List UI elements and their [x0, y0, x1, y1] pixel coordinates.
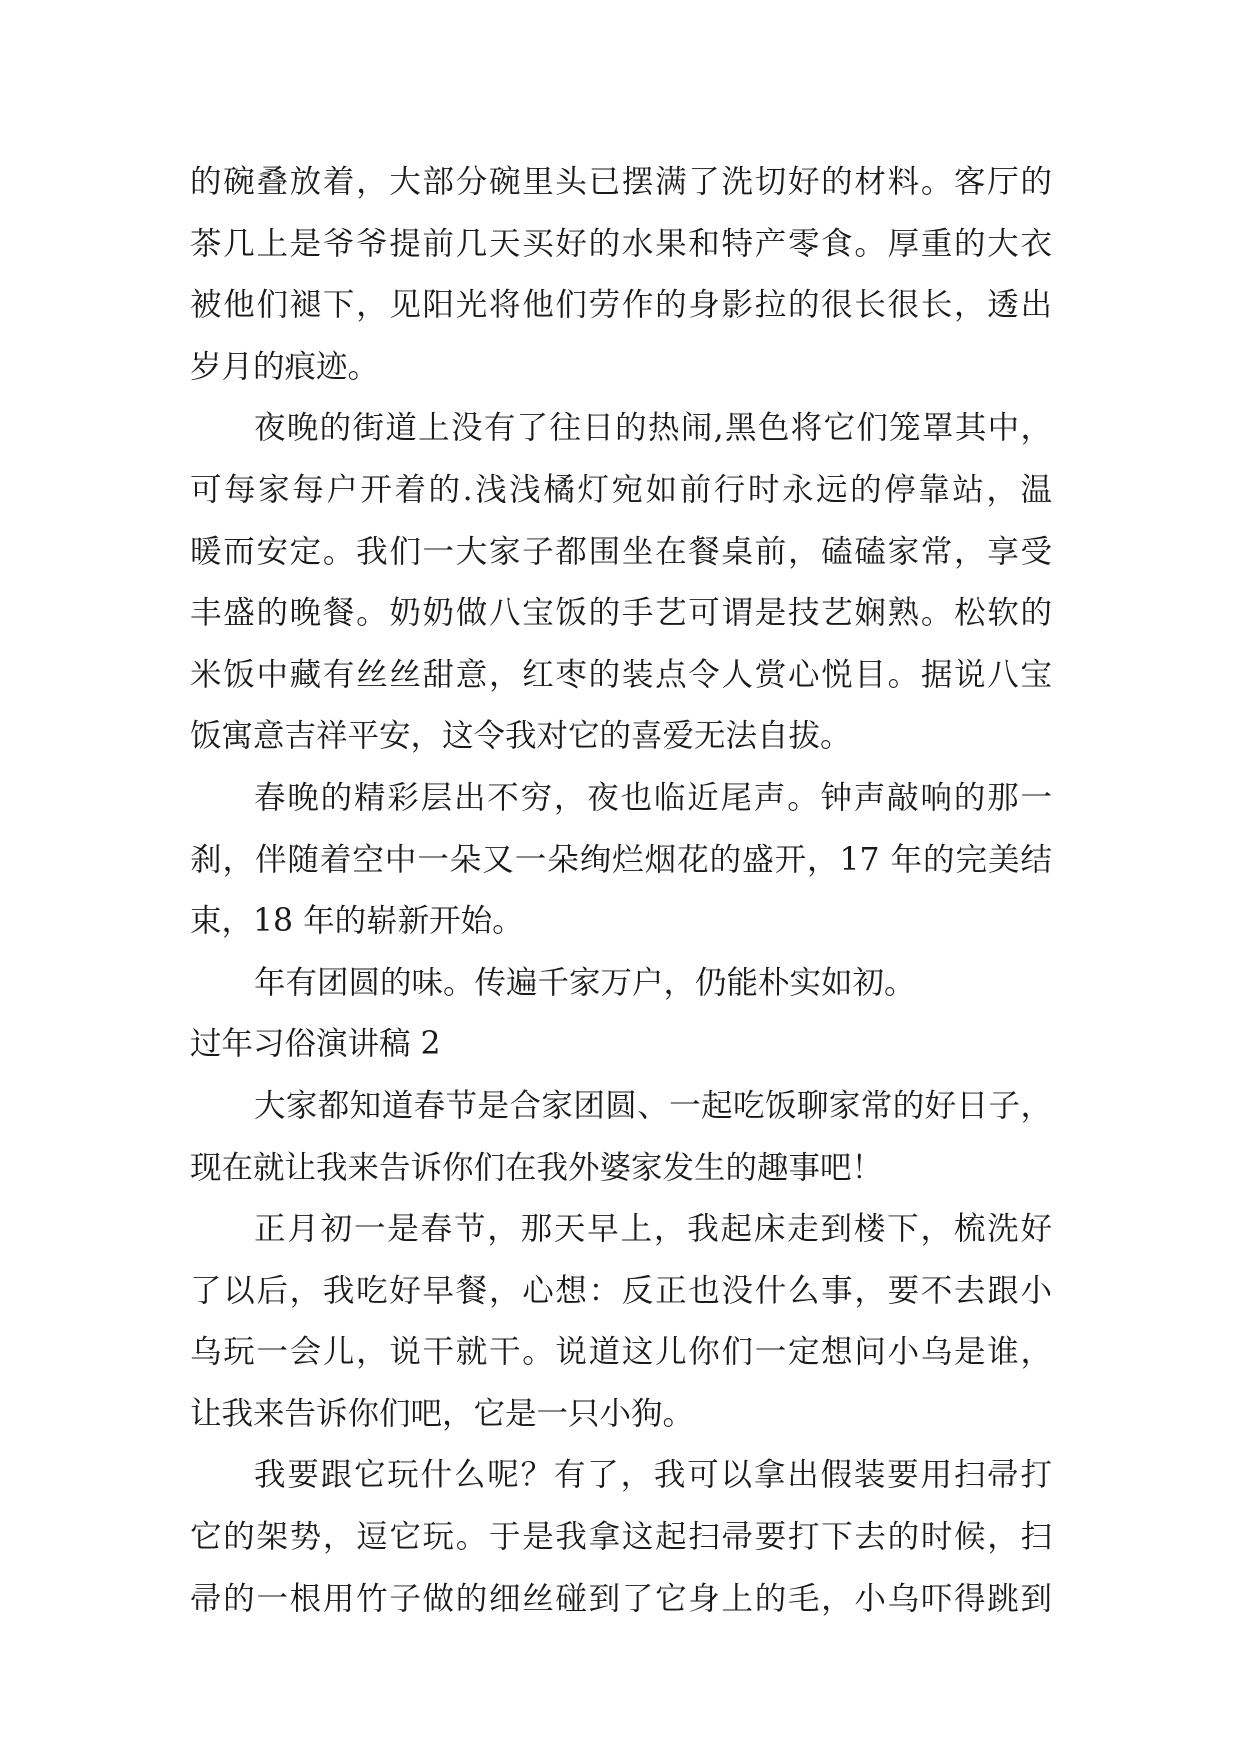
text-line: 米饭中藏有丝丝甜意，红枣的装点令人赏心悦目。据说八宝 — [190, 656, 1052, 693]
text-line: 春晚的精彩层出不穷，夜也临近尾声。钟声敲响的那一 — [254, 779, 1052, 816]
text-line: 我要跟它玩什么呢？有了，我可以拿出假装要用扫帚打 — [254, 1457, 1052, 1494]
text-line: 了以后，我吃好早餐，心想：反正也没什么事，要不去跟小 — [190, 1272, 1052, 1309]
text-line: 茶几上是爷爷提前几天买好的水果和特产零食。厚重的大衣 — [190, 225, 1052, 262]
text-line: 年有团圆的味。传遍千家万户，仍能朴实如初。 — [254, 964, 916, 1001]
text-line: 它的架势，逗它玩。于是我拿这起扫帚要打下去的时候，扫 — [190, 1519, 1052, 1556]
text-line: 帚的一根用竹子做的细丝碰到了它身上的毛，小乌吓得跳到 — [190, 1580, 1052, 1617]
text-line: 正月初一是春节，那天早上，我起床走到楼下，梳洗好 — [254, 1211, 1052, 1248]
text-line: 岁月的痕迹。 — [190, 348, 380, 385]
text-line: 丰盛的晚餐。奶奶做八宝饭的手艺可谓是技艺娴熟。松软的 — [190, 595, 1052, 632]
text-line: 束，18 年的崭新开始。 — [190, 903, 524, 940]
text-line: 现在就让我来告诉你们在我外婆家发生的趣事吧！ — [190, 1149, 884, 1186]
section-heading: 过年习俗演讲稿 2 — [190, 1026, 441, 1063]
text-line: 让我来告诉你们吧，它是一只小狗。 — [190, 1395, 695, 1432]
text-line: 刹，伴随着空中一朵又一朵绚烂烟花的盛开，17 年的完美结 — [190, 841, 1052, 878]
text-line: 大家都知道春节是合家团圆、一起吃饭聊家常的好日子， — [254, 1087, 1052, 1124]
text-line: 的碗叠放着，大部分碗里头已摆满了洗切好的材料。客厅的 — [190, 164, 1052, 200]
text-line: 饭寓意吉祥平安，这令我对它的喜爱无法自拔。 — [190, 718, 852, 755]
text-line: 乌玩一会儿，说干就干。说道这儿你们一定想问小乌是谁， — [190, 1334, 1052, 1371]
text-line: 暖而安定。我们一大家子都围坐在餐桌前，磕磕家常，享受 — [190, 533, 1052, 570]
text-line: 夜晚的街道上没有了往日的热闹,黑色将它们笼罩其中， — [254, 410, 1052, 447]
text-line: 被他们褪下，见阳光将他们劳作的身影拉的很长很长，透出 — [190, 287, 1052, 324]
text-line: 可每家每户开着的.浅浅橘灯宛如前行时永远的停靠站，温 — [190, 471, 1052, 508]
document-page — [190, 152, 1052, 1630]
